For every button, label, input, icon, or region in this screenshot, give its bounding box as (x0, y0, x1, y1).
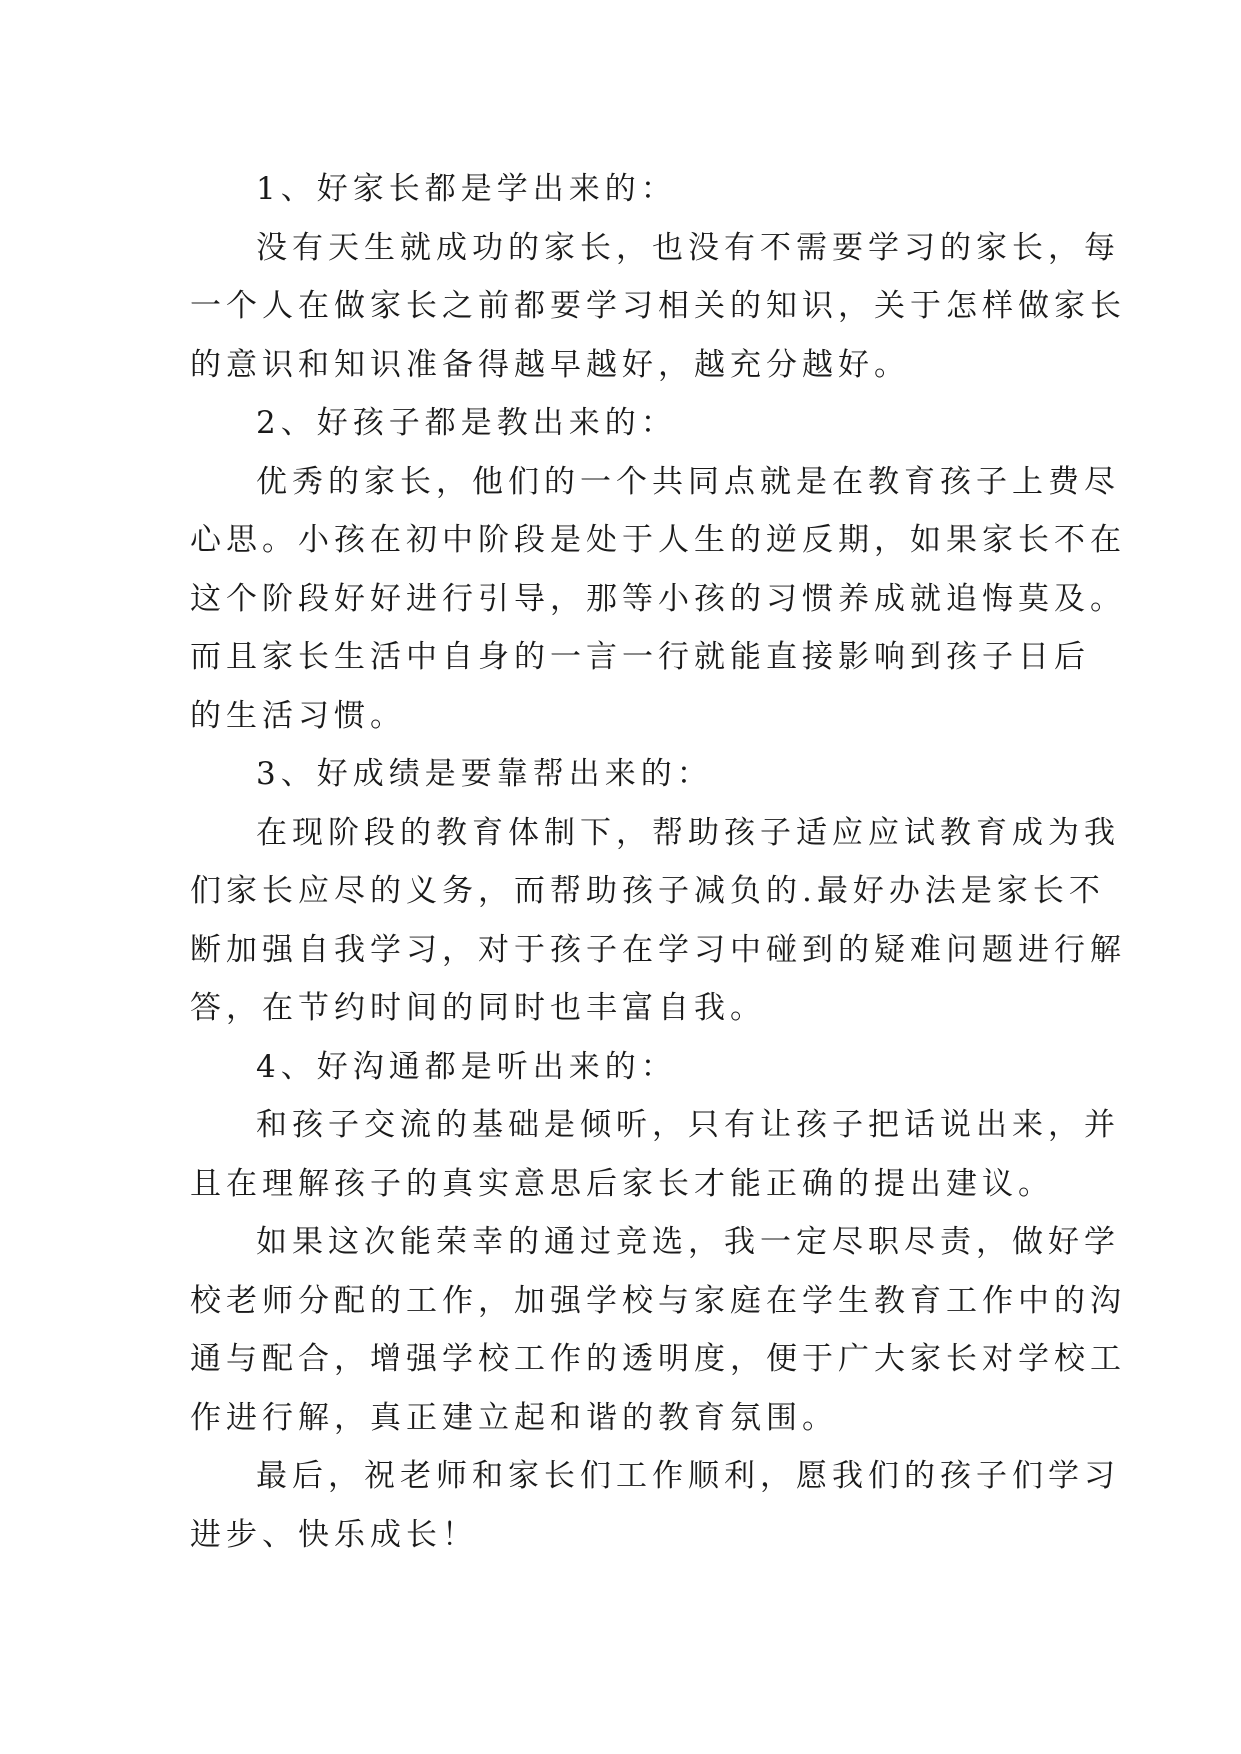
text-line: 的意识和知识准备得越早越好，越充分越好。 (190, 346, 910, 383)
paragraph (190, 160, 1060, 219)
paragraph (190, 1213, 1126, 1447)
document-body (190, 160, 1126, 1564)
text-line: 没有天生就成功的家长，也没有不需要学习的家长，每 (256, 229, 1120, 266)
text-line: 优秀的家长，他们的一个共同点就是在教育孩子上费尽 (256, 463, 1120, 500)
text-line: 断加强自我学习，对于孩子在学习中碰到的疑难问题进行解 (190, 931, 1126, 968)
text-line: 3、好成绩是要靠帮出来的： (256, 756, 713, 792)
text-line: 心思。小孩在初中阶段是处于人生的逆反期，如果家长不在 (190, 522, 1126, 558)
paragraph (190, 745, 1060, 804)
paragraph (190, 219, 1126, 395)
text-line: 校老师分配的工作，加强学校与家庭在学生教育工作中的沟 (190, 1282, 1126, 1319)
text-line: 进步、快乐成长！ (190, 1516, 478, 1553)
text-line: 通与配合，增强学校工作的透明度，便于广大家长对学校工 (190, 1341, 1126, 1377)
text-line: 作进行解，真正建立起和谐的教育氛围。 (190, 1399, 838, 1436)
text-line: 2、好孩子都是教出来的： (256, 405, 677, 441)
text-line: 答，在节约时间的同时也丰富自我。 (190, 990, 766, 1026)
text-line: 且在理解孩子的真实意思后家长才能正确的提出建议。 (190, 1165, 1054, 1202)
paragraph (190, 1447, 1120, 1564)
paragraph (190, 394, 1060, 453)
text-line: 如果这次能荣幸的通过竞选，我一定尽职尽责，做好学 (256, 1224, 1120, 1260)
text-line: 1、好家长都是学出来的： (256, 171, 677, 207)
paragraph (190, 1096, 1120, 1213)
paragraph (190, 453, 1126, 746)
text-line: 在现阶段的教育体制下，帮助孩子适应应试教育成为我 (256, 814, 1120, 851)
text-line: 4、好沟通都是听出来的： (256, 1048, 677, 1085)
text-line: 最后，祝老师和家长们工作顺利，愿我们的孩子们学习 (256, 1458, 1120, 1494)
paragraph (190, 804, 1126, 1038)
text-line: 一个人在做家长之前都要学习相关的知识，关于怎样做家长 (190, 288, 1126, 324)
paragraph (190, 1038, 1060, 1097)
text-line: 和孩子交流的基础是倾听，只有让孩子把话说出来，并 (256, 1107, 1120, 1143)
text-line: 而且家长生活中自身的一言一行就能直接影响到孩子日后 (190, 639, 1090, 675)
text-line: 的生活习惯。 (190, 697, 406, 734)
text-line: 们家长应尽的义务，而帮助孩子减负的.最好办法是家长不 (190, 873, 1105, 909)
text-line: 这个阶段好好进行引导，那等小孩的习惯养成就追悔莫及。 (190, 580, 1126, 617)
